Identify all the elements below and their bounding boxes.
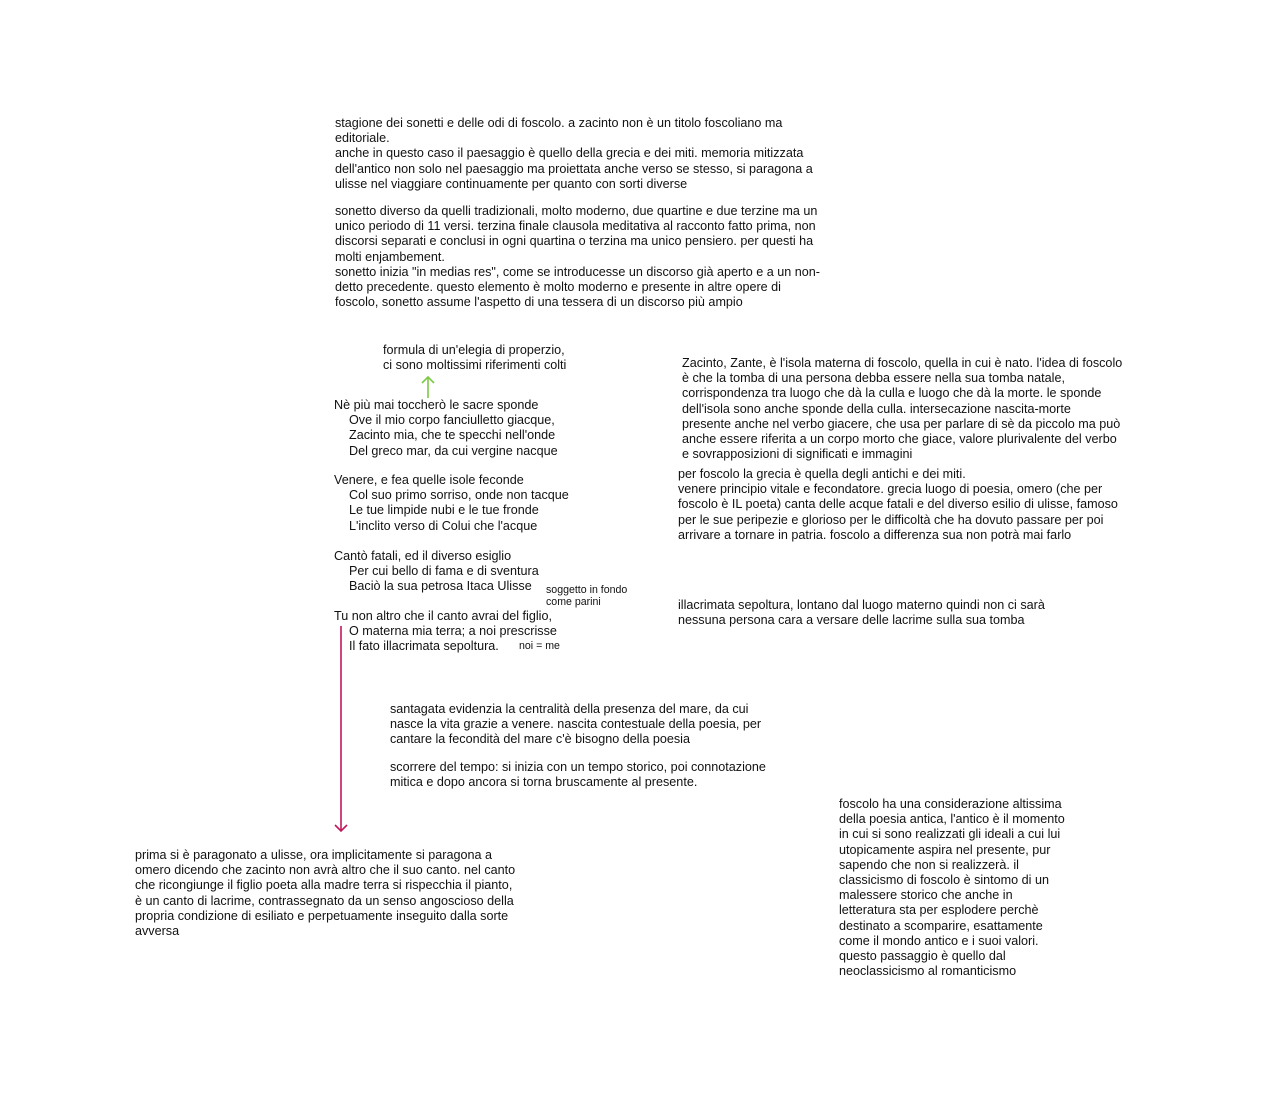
note-line: venere principio vitale e fecondatore. grecia luogo di poesia, omero (che per (678, 482, 1103, 497)
note-line: detto precedente. questo elemento è molto moderno e presente in altre opere di (335, 280, 781, 295)
poem-verse: Baciò la sua petrosa Itaca Ulisse (349, 579, 532, 594)
poem-verse: Per cui bello di fama e di sventura (349, 564, 539, 579)
note-line: dell'antico non solo nel paesaggio ma proiettata anche verso se stesso, si paragona a (335, 161, 813, 176)
note-line: questo passaggio è quello dal (839, 949, 1006, 964)
ulisse-note (135, 848, 515, 939)
note-line: molti enjambement. (335, 249, 445, 264)
note-line: Zacinto, Zante, è l'isola materna di foscolo, quella in cui è nato. l'idea di foscolo (682, 356, 1123, 370)
note-line: anche in questo caso il paesaggio è quello della grecia e dei miti. memoria mitizzata (335, 146, 804, 161)
note-line: è un canto di lacrime, contrassegnato da un senso angoscioso della (135, 893, 514, 908)
poem-verse: Col suo primo sorriso, onde non tacque (349, 488, 569, 503)
poem-verse: Zacinto mia, che te specchi nell'onde (349, 428, 556, 443)
note-line: per le sue peripezie e glorioso per le difficoltà che ha dovuto passare per poi (678, 512, 1104, 527)
note-line: come parini (546, 596, 601, 609)
note-line: anche essere riferita a un corpo morto che giace, valore plurivalente del verbo (682, 432, 1117, 447)
note-line: utopicamente aspira nel presente, pur (839, 842, 1051, 857)
note-line: noi = me (519, 640, 560, 652)
note-line: santagata evidenzia la centralità della presenza del mare, da cui (390, 702, 749, 716)
note-line: prima si è paragonato a ulisse, ora implicitamente si paragona a (135, 848, 493, 862)
note-line: discorsi separati e conclusi in ogni quartina o terzina ma unico pensiero. per questi ha (335, 234, 814, 249)
poem-verse: Tu non altro che il canto avrai del figlio, (334, 609, 552, 623)
poem-stanza-1 (334, 398, 558, 459)
note-line: foscolo ha una considerazione altissima (839, 797, 1062, 811)
note-line: è che la tomba di una persona debba essere nella sua tomba natale, (682, 371, 1065, 386)
note-line: per foscolo la grecia è quella degli antichi e dei miti. (678, 467, 966, 481)
note-line: cantare la fecondità del mare c'è bisogno della poesia (390, 732, 690, 747)
note-line: ci sono moltissimi riferimenti colti (383, 358, 567, 373)
poem-stanza-2 (334, 473, 569, 534)
note-line: sapendo che non si realizzerà. il (839, 857, 1019, 872)
note-line: stagione dei sonetti e delle odi di foscolo. a zacinto non è un titolo foscoliano ma (335, 116, 783, 130)
poem-stanza-3 (334, 549, 539, 595)
classicismo-note (839, 797, 1065, 979)
note-line: arrivare a tornare in patria. foscolo a differenza sua non potrà mai farlo (678, 527, 1072, 542)
zacinto-note (682, 356, 1122, 462)
noi-me-note (519, 640, 560, 652)
poem-verse: Cantò fatali, ed il diverso esiglio (334, 549, 512, 563)
note-line: sonetto inizia "in medias res", come se introducesse un discorso già aperto e a un non- (335, 264, 820, 279)
note-line: corrispondenza tra luogo che dà la culla e luogo che dà la morte. le sponde (682, 386, 1102, 401)
note-line: mitica e dopo ancora si torna bruscamente al presente. (390, 775, 698, 790)
note-line: letteratura sta per esplodere perchè (839, 903, 1039, 918)
note-line: sonetto diverso da quelli tradizionali, molto moderno, due quartine e due terzine ma un (335, 204, 818, 218)
poem-verse: Venere, e fea quelle isole feconde (334, 473, 524, 487)
poem-verse: Del greco mar, da cui vergine nacque (349, 443, 558, 458)
note-line: neoclassicismo al romanticismo (839, 964, 1017, 979)
note-line: destinato a scomparire, esattamente (839, 918, 1043, 933)
note-line: dell'isola sono anche sponde della culla. intersecazione nascita-morte (682, 401, 1071, 416)
note-line: foscolo è IL poeta) canta delle acque fatali e del diverso esilio di ulisse, famoso (678, 497, 1118, 512)
poem-verse: Nè più mai toccherò le sacre sponde (334, 398, 539, 412)
note-line: propria condizione di esiliato e perpetuamente inseguito dalla sorte (135, 908, 509, 923)
note-line: avversa (135, 924, 180, 939)
note-line: della poesia antica, l'antico è il momento (839, 812, 1065, 827)
note-line: presente anche nel verbo giacere, che usa per parlare di sè da piccolo ma può (682, 416, 1121, 431)
note-line: come il mondo antico e i suoi valori. (839, 933, 1039, 948)
note-line: classicismo di foscolo è sintomo di un (839, 873, 1049, 888)
properzio-note (383, 343, 566, 373)
note-line: scorrere del tempo: si inizia con un tempo storico, poi connotazione (390, 760, 766, 774)
illacrimata-note (678, 598, 1045, 628)
soggetto-note (546, 584, 627, 608)
poem-verse: Le tue limpide nubi e le tue fronde (349, 503, 539, 518)
down-arrow-icon (333, 626, 349, 834)
note-line: nessuna persona cara a versare delle lacrime sulla sua tomba (678, 613, 1025, 628)
poem-verse: Il fato illacrimata sepoltura. (349, 639, 499, 654)
note-line: ulisse nel viaggiare continuamente per quanto con sorti diverse (335, 176, 688, 191)
note-line: formula di un'elegia di properzio, (383, 343, 565, 357)
poem-verse: O materna mia terra; a noi prescrisse (349, 624, 557, 639)
note-line: editoriale. (335, 131, 390, 146)
note-line: unico periodo di 11 versi. terzina finale clausola meditativa al racconto fatto prima, non (335, 219, 816, 234)
note-line: malessere storico che anche in (839, 888, 1013, 903)
tempo-note (390, 760, 766, 790)
note-line: nasce la vita grazie a venere. nascita contestuale della poesia, per (390, 717, 762, 732)
poem-verse: Ove il mio corpo fanciulletto giacque, (349, 413, 555, 428)
poem-verse: L'inclito verso di Colui che l'acque (349, 518, 538, 533)
note-line: soggetto in fondo (546, 584, 628, 596)
note-line: foscolo, sonetto assume l'aspetto di una tessera di un discorso più ampio (335, 295, 743, 310)
santagata-note (390, 702, 761, 748)
up-arrow-icon (420, 375, 436, 399)
note-line: omero dicendo che zacinto non avrà altro che il suo canto. nel canto (135, 863, 516, 878)
intro-note-2 (335, 204, 820, 310)
note-line: che ricongiunge il figlio poeta alla madre terra si rispecchia il pianto, (135, 878, 513, 893)
intro-note-1 (335, 116, 813, 192)
note-line: e sovrapposizioni di significati e immagini (682, 447, 913, 462)
grecia-note (678, 467, 1118, 543)
note-line: illacrimata sepoltura, lontano dal luogo materno quindi non ci sarà (678, 598, 1045, 612)
note-line: in cui si sono realizzati gli ideali a cui lui (839, 827, 1061, 842)
